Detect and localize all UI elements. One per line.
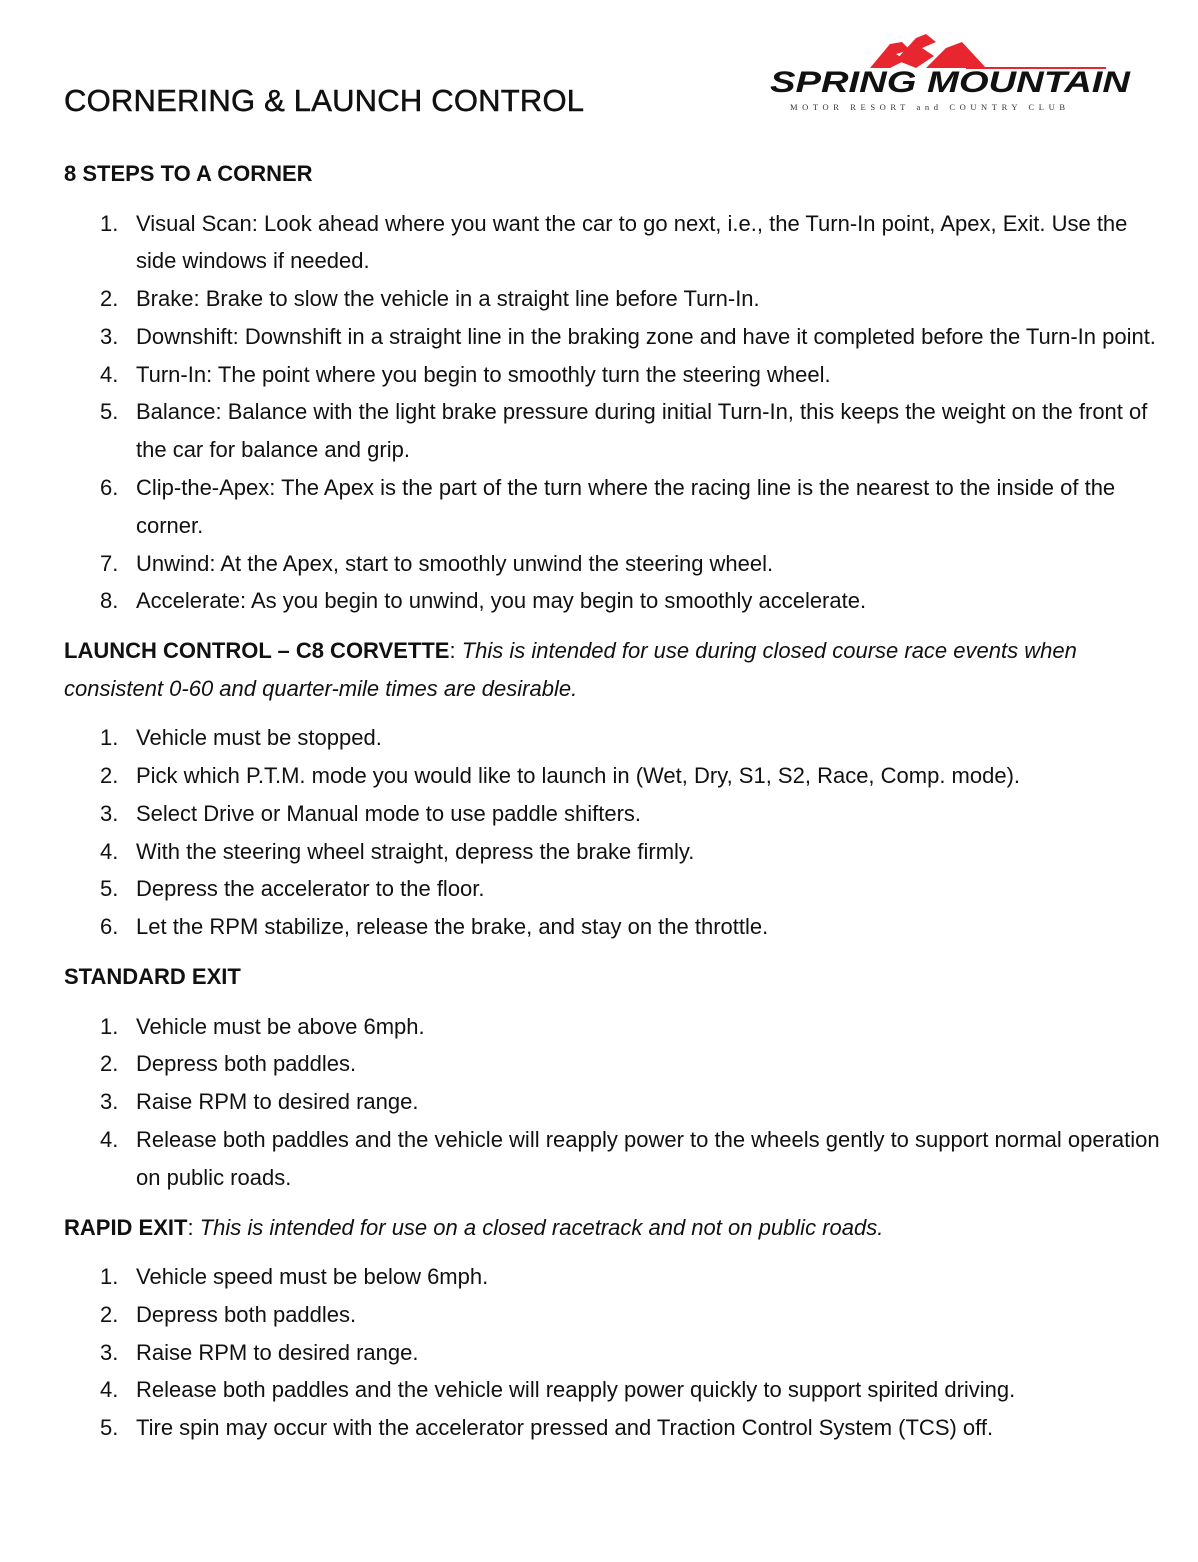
list-item-number: 4. <box>100 1377 119 1403</box>
list-item-number: 1. <box>100 210 119 236</box>
list-item <box>64 1371 1164 1409</box>
list-item-text: Unwind: At the Apex, start to smoothly unwind the steering wheel. <box>136 550 774 576</box>
list-item-text: Release both paddles and the vehicle will reapply power quickly to support spirited driving. <box>136 1377 1016 1403</box>
list-item-text: Vehicle must be stopped. <box>136 725 382 751</box>
list-item-text: Depress both paddles. <box>136 1301 357 1327</box>
list-item-number: 5. <box>100 876 119 902</box>
list-item-text: Vehicle must be above 6mph. <box>136 1013 425 1039</box>
rapid-exit-steps-list <box>64 1258 1164 1447</box>
document-body <box>64 155 1164 1447</box>
list-item <box>64 1121 1164 1197</box>
list-item-text: Vehicle speed must be below 6mph. <box>136 1264 489 1290</box>
list-item-text: Accelerate: As you begin to unwind, you may begin to smoothly accelerate. <box>136 588 867 614</box>
list-item-text: Downshift: Downshift in a straight line in the braking zone and have it completed before the Turn-In point. <box>136 323 1156 349</box>
list-item-number: 3. <box>100 1089 119 1115</box>
list-item-text: Release both paddles and the vehicle will reapply power to the wheels gently to support normal operation on public roads. <box>136 1126 1160 1190</box>
list-item-text: Brake: Brake to slow the vehicle in a straight line before Turn-In. <box>136 286 760 312</box>
list-item-number: 4. <box>100 1126 119 1152</box>
list-item-number: 4. <box>100 361 119 387</box>
section-heading-rapid-exit: RAPID EXIT: This is intended for use on a closed racetrack and not on public roads. <box>64 1214 884 1240</box>
list-item <box>64 469 1164 545</box>
page-title: CORNERING & LAUNCH CONTROL <box>64 82 585 118</box>
standard-exit-steps-list <box>64 1008 1164 1197</box>
list-item-text: Let the RPM stabilize, release the brake, and stay on the throttle. <box>136 914 769 940</box>
list-item-text: Clip-the-Apex: The Apex is the part of the turn where the racing line is the nearest to the inside of the corner. <box>136 475 1116 538</box>
mountain-flag-icon <box>870 34 1106 69</box>
section-heading-cornering <box>64 155 1164 193</box>
list-item-number: 2. <box>100 286 119 312</box>
section-intro: This is intended for use during closed course race events when consistent 0-60 and quarter-mile times are desirable. <box>64 638 1077 701</box>
cornering-steps-list <box>64 205 1164 621</box>
list-item <box>64 908 1164 946</box>
section-heading-text: STANDARD EXIT <box>64 964 241 990</box>
list-item-number: 3. <box>100 1339 119 1365</box>
list-item-number: 2. <box>100 763 119 789</box>
list-item-number: 4. <box>100 838 119 864</box>
list-item <box>64 1296 1164 1334</box>
list-item-number: 1. <box>100 725 119 751</box>
list-item <box>64 205 1164 281</box>
list-item-number: 3. <box>100 800 119 826</box>
list-item <box>64 795 1164 833</box>
list-item <box>64 545 1164 583</box>
list-item <box>64 719 1164 757</box>
list-item-number: 6. <box>100 475 119 501</box>
list-item-number: 5. <box>100 1415 119 1441</box>
section-intro: This is intended for use on a closed racetrack and not on public roads. <box>199 1214 884 1240</box>
section-heading-launch-control: LAUNCH CONTROL – C8 CORVETTE: This is intended for use during closed course race events when consistent 0-60 and quarter-mile times are desirable. <box>64 638 1077 701</box>
list-item-number: 5. <box>100 399 119 425</box>
list-item <box>64 356 1164 394</box>
list-item-number: 6. <box>100 914 119 940</box>
list-item-text: Visual Scan: Look ahead where you want the car to go next, i.e., the Turn-In point, Apex, Exit. Use the side windows if needed. <box>136 210 1128 274</box>
list-item-text: Pick which P.T.M. mode you would like to launch in (Wet, Dry, S1, S2, Race, Comp. mode). <box>136 763 1021 789</box>
logo-tagline: MOTOR RESORT and COUNTRY CLUB <box>790 102 1070 112</box>
section-heading-standard-exit <box>64 958 1164 996</box>
list-item-text: Balance: Balance with the light brake pressure during initial Turn-In, this keeps the weight on the front of the car for balance and grip. <box>136 399 1148 463</box>
section-heading-text: LAUNCH CONTROL – C8 CORVETTE <box>64 638 450 664</box>
list-item <box>64 1258 1164 1296</box>
list-item <box>64 1083 1164 1121</box>
list-item-number: 7. <box>100 550 119 576</box>
list-item <box>64 393 1164 469</box>
list-item-text: Depress the accelerator to the floor. <box>136 876 485 902</box>
list-item <box>64 1334 1164 1372</box>
list-item <box>64 1409 1164 1447</box>
list-item-text: With the steering wheel straight, depress the brake firmly. <box>136 838 695 864</box>
list-item-number: 3. <box>100 323 119 349</box>
section-heading-text: 8 STEPS TO A CORNER <box>64 161 313 186</box>
list-item-text: Tire spin may occur with the accelerator pressed and Traction Control System (TCS) off. <box>136 1415 994 1441</box>
list-item-number: 1. <box>100 1264 119 1290</box>
section-heading-text: RAPID EXIT <box>64 1214 188 1240</box>
list-item <box>64 318 1164 356</box>
list-item <box>64 1008 1164 1046</box>
list-item-text: Depress both paddles. <box>136 1051 357 1077</box>
list-item <box>64 280 1164 318</box>
list-item-number: 2. <box>100 1051 119 1077</box>
logo-wordmark: SPRING MOUNTAIN <box>770 66 1132 99</box>
list-item-text: Raise RPM to desired range. <box>136 1339 419 1365</box>
list-item <box>64 1045 1164 1083</box>
list-item <box>64 582 1164 620</box>
list-item-text: Select Drive or Manual mode to use paddle shifters. <box>136 800 642 826</box>
spring-mountain-logo <box>766 26 1136 116</box>
list-item <box>64 870 1164 908</box>
list-item-text: Raise RPM to desired range. <box>136 1089 419 1115</box>
list-item <box>64 833 1164 871</box>
list-item-text: Turn-In: The point where you begin to smoothly turn the steering wheel. <box>136 361 831 387</box>
list-item <box>64 757 1164 795</box>
list-item-number: 2. <box>100 1301 119 1327</box>
launch-control-steps-list <box>64 719 1164 946</box>
list-item-number: 1. <box>100 1013 119 1039</box>
list-item-number: 8. <box>100 588 119 614</box>
